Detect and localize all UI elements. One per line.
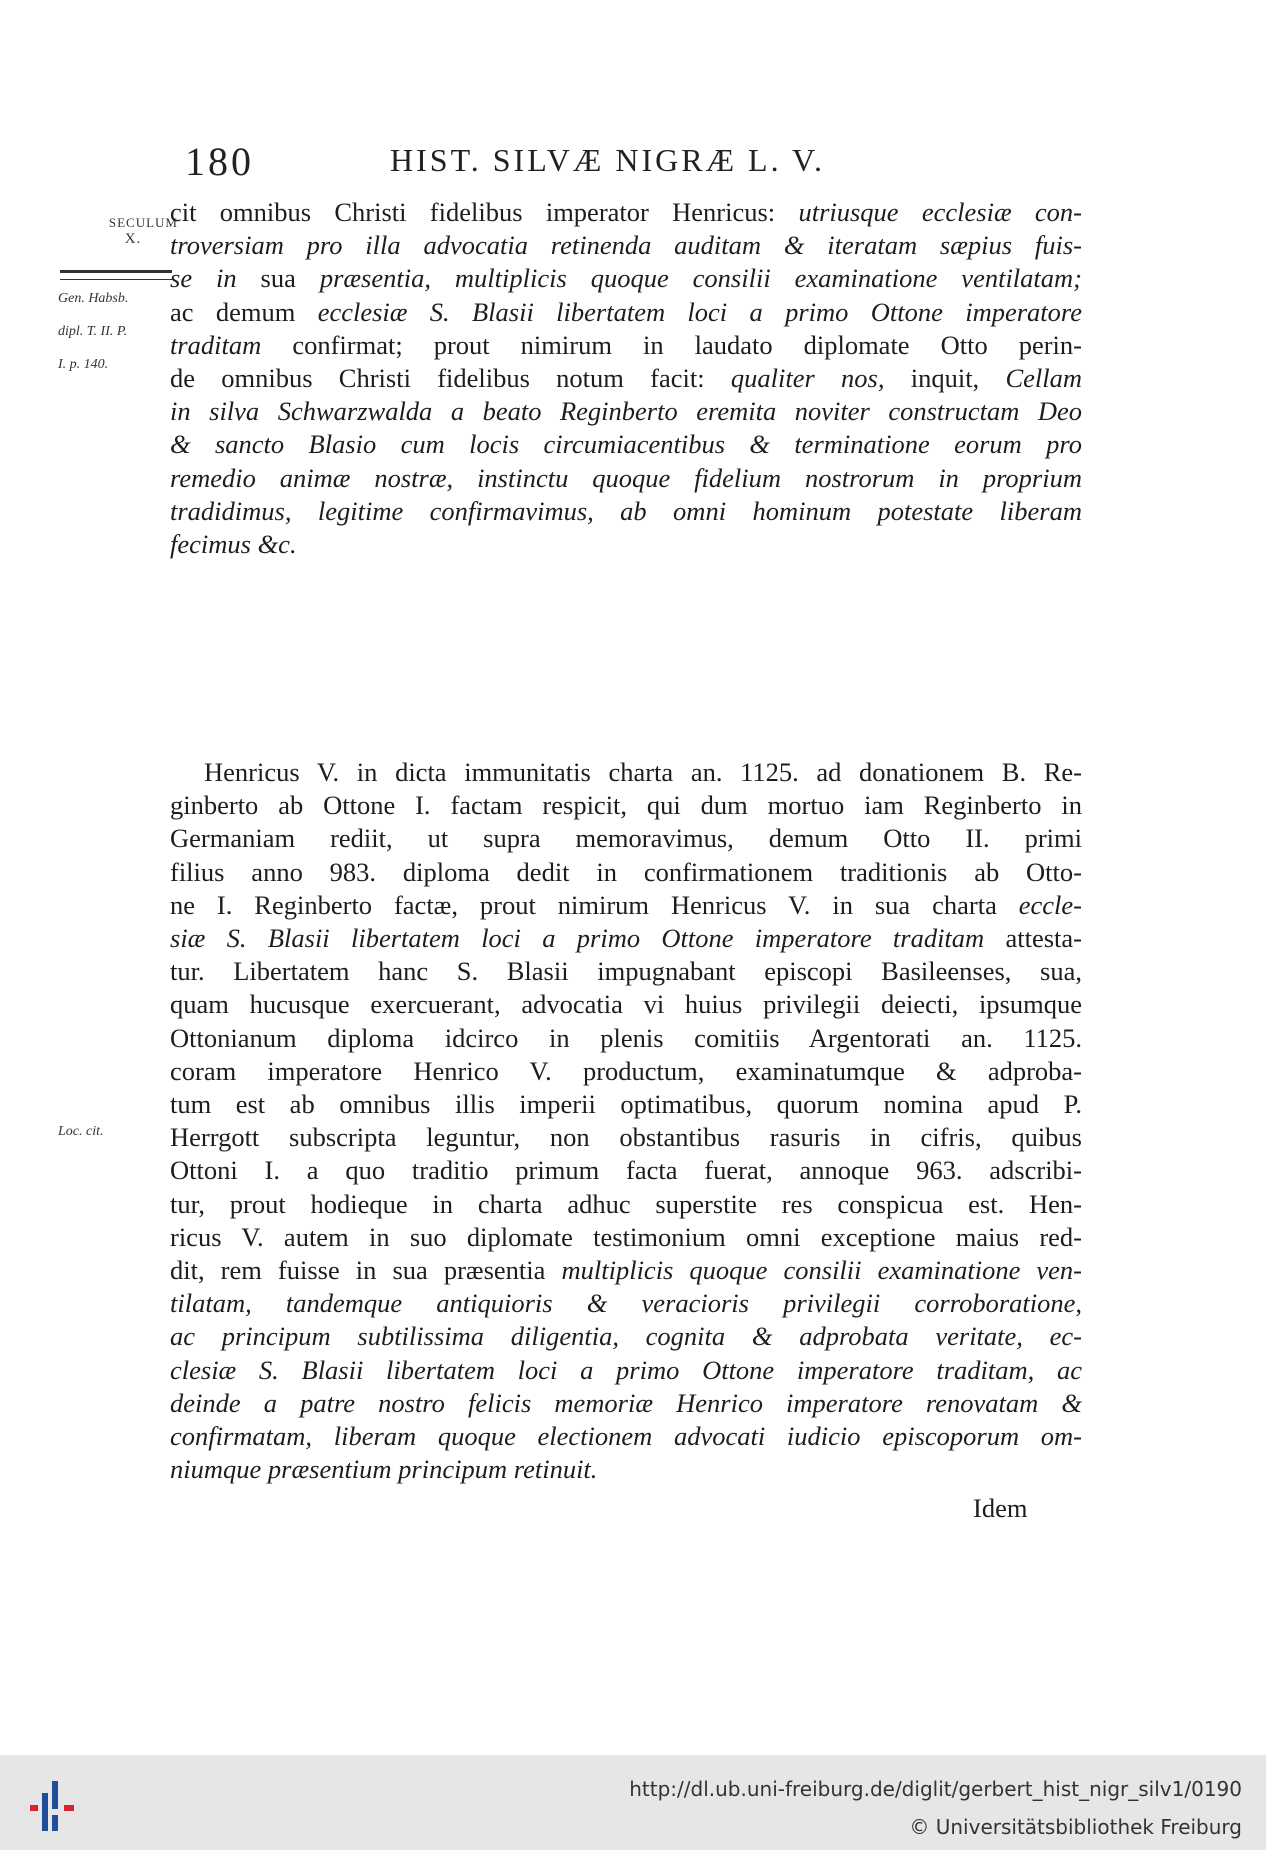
text-line [170, 1320, 1082, 1353]
text-line [170, 462, 1082, 495]
roman-segment: quam hucusque exercuerant, advocatia vi huius privilegii deiecti, ipsumque [170, 989, 1082, 1020]
italic-segment: tradidimus, legitime confirmavimus, ab omni hominum potestate liberam [170, 495, 1082, 526]
text-line [170, 1022, 1082, 1055]
page-header [185, 138, 1085, 188]
italic-segment: Cellam [1005, 363, 1082, 394]
roman-segment: Henricus V. in dicta immunitatis charta an. 1125. ad donationem B. Re- [204, 757, 1082, 787]
margin-gen-line: I. p. 140. [58, 357, 109, 372]
roman-segment: filius anno 983. diploma dedit in confirmationem traditionis ab Otto- [170, 856, 1082, 887]
running-head: HIST. SILVÆ NIGRÆ L. V. [390, 142, 825, 178]
italic-segment: qualiter nos, [730, 363, 911, 394]
text-line [170, 428, 1082, 461]
roman-segment: sua [260, 263, 320, 294]
logo-bar [52, 1815, 58, 1831]
margin-gen-line: Gen. Habsb. [58, 291, 129, 306]
text-line [170, 262, 1082, 295]
margin-loc-text: Loc. cit. [58, 1124, 104, 1139]
italic-segment: tilatam, tandemque antiquioris & veracioris privilegii corroboratione, [170, 1288, 1082, 1319]
logo-bar [52, 1781, 58, 1809]
italic-segment: & sancto Blasio cum locis circumiacentibus & terminatione eorum pro [170, 429, 1082, 460]
italic-segment: ac principum subtilissima diligentia, cognita & adprobata veritate, ec- [170, 1321, 1082, 1352]
italic-segment: eccle- [1018, 889, 1082, 920]
footer-bar [0, 1755, 1266, 1850]
roman-segment: de omnibus Christi fidelibus notum facit: [170, 363, 731, 394]
text-line [170, 1287, 1082, 1320]
text-line [170, 1221, 1082, 1254]
library-logo-icon [26, 1777, 82, 1833]
roman-segment: ac demum [170, 296, 318, 327]
italic-segment: præsentia, multiplicis quoque consilii examinatione ventilatam; [319, 263, 1082, 294]
roman-segment: dit, rem fuisse in sua præsentia [170, 1255, 562, 1286]
text-line [170, 1354, 1082, 1387]
roman-segment: coram imperatore Henrico V. productum, examinatumque & adproba- [170, 1055, 1082, 1086]
text-line [170, 955, 1082, 988]
italic-segment: utriusque ecclesiæ con- [798, 197, 1082, 227]
text-line [170, 856, 1082, 889]
italic-segment: deinde a patre nostro felicis memoriæ Henrico imperatore renovatam & [170, 1387, 1082, 1418]
text-line [170, 395, 1082, 428]
text-line [170, 1420, 1082, 1453]
margin-note-seculum [58, 215, 178, 248]
italic-segment: in silva Schwarzwalda a beato Reginberto eremita noviter constructam Deo [170, 396, 1082, 427]
italic-segment: remedio animæ nostræ, instinctu quoque fidelium nostrorum in proprium [170, 462, 1082, 493]
margin-note-gen [58, 282, 178, 381]
roman-segment: ricus V. autem in suo diplomate testimonium omni exceptione maius red- [170, 1221, 1082, 1252]
margin-seculum-number: X. [124, 231, 142, 247]
roman-segment: Ottonianum diploma idcirco in plenis comitiis Argentorati an. 1125. [170, 1022, 1082, 1053]
text-line [170, 1387, 1082, 1420]
text-line [170, 1254, 1082, 1287]
italic-segment: siæ S. Blasii libertatem loci a primo Ottone imperatore traditam [170, 923, 1006, 954]
text-line [170, 362, 1082, 395]
logo-bar [64, 1805, 74, 1811]
text-line [170, 1121, 1082, 1154]
roman-segment: ne I. Reginberto factæ, prout nimirum Henricus V. in sua charta [170, 889, 1019, 920]
text-line [170, 922, 1082, 955]
text-line [170, 296, 1082, 329]
text-line [170, 822, 1082, 855]
roman-segment: tur, prout hodieque in charta adhuc superstite res conspicua est. Hen- [170, 1188, 1082, 1219]
text-line [170, 495, 1082, 528]
copyright-notice: © Universitätsbibliothek Freiburg [909, 1815, 1242, 1839]
roman-segment: confirmat; prout nimirum in laudato diplomate Otto perin- [292, 329, 1082, 360]
logo-bar [30, 1805, 38, 1811]
italic-segment: ecclesiæ S. Blasii libertatem loci a primo Ottone imperatore [317, 296, 1082, 327]
italic-segment: niumque præsentium principum retinuit. [170, 1454, 598, 1485]
text-line [170, 196, 1082, 229]
margin-gen-line: dipl. T. II. P. [58, 324, 128, 339]
text-line [170, 789, 1082, 822]
logo-bar [42, 1793, 48, 1831]
roman-segment: Ottoni I. a quo traditio primum facta fuerat, annoque 963. adscribi- [170, 1155, 1082, 1186]
margin-seculum-label: SECULUM [108, 215, 178, 230]
italic-segment: se in [170, 263, 261, 294]
roman-segment: tur. Libertatem hanc S. Blasii impugnabant episcopi Basileenses, sua, [170, 956, 1082, 987]
italic-segment: fecimus &c. [170, 529, 297, 560]
paragraph-1 [170, 196, 1082, 561]
margin-note-loc [58, 1124, 178, 1140]
text-line [170, 1188, 1082, 1221]
text-line [170, 756, 1082, 789]
source-url[interactable]: http://dl.ub.uni-freiburg.de/diglit/gerbert_hist_nigr_silv1/0190 [629, 1777, 1242, 1801]
text-line [170, 889, 1082, 922]
roman-segment: attesta- [1005, 923, 1082, 954]
roman-segment: inquit, [910, 363, 1006, 394]
roman-segment: tum est ab omnibus illis imperii optimatibus, quorum nomina apud P. [170, 1089, 1082, 1120]
margin-rule [60, 270, 172, 280]
catchword: Idem [973, 1493, 1028, 1523]
page-number: 180 [185, 139, 254, 184]
italic-segment: traditam [170, 329, 293, 360]
text-line [170, 329, 1082, 362]
roman-segment: Germaniam rediit, ut supra memoravimus, demum Otto II. primi [170, 823, 1082, 854]
paragraph-2 [170, 756, 1082, 1486]
roman-segment: ginberto ab Ottone I. factam respicit, qui dum mortuo iam Reginberto in [170, 790, 1082, 821]
italic-segment: clesiæ S. Blasii libertatem loci a primo Ottone imperatore traditam, ac [170, 1354, 1082, 1385]
text-line [170, 988, 1082, 1021]
text-line [170, 1453, 1082, 1486]
text-line [170, 1055, 1082, 1088]
text-line [170, 1088, 1082, 1121]
text-line [170, 528, 1082, 561]
italic-segment: confirmatam, liberam quoque electionem advocati iudicio episcoporum om- [170, 1421, 1082, 1452]
roman-segment: Herrgott subscripta leguntur, non obstantibus rasuris in cifris, quibus [170, 1122, 1082, 1153]
roman-segment: cit omnibus Christi fidelibus imperator Henricus: [170, 197, 799, 227]
text-line [170, 229, 1082, 262]
italic-segment: troversiam pro illa advocatia retinenda auditam & iteratam sæpius fuis- [170, 230, 1082, 261]
text-line [170, 1154, 1082, 1187]
italic-segment: multiplicis quoque consilii examinatione ven- [561, 1255, 1082, 1286]
